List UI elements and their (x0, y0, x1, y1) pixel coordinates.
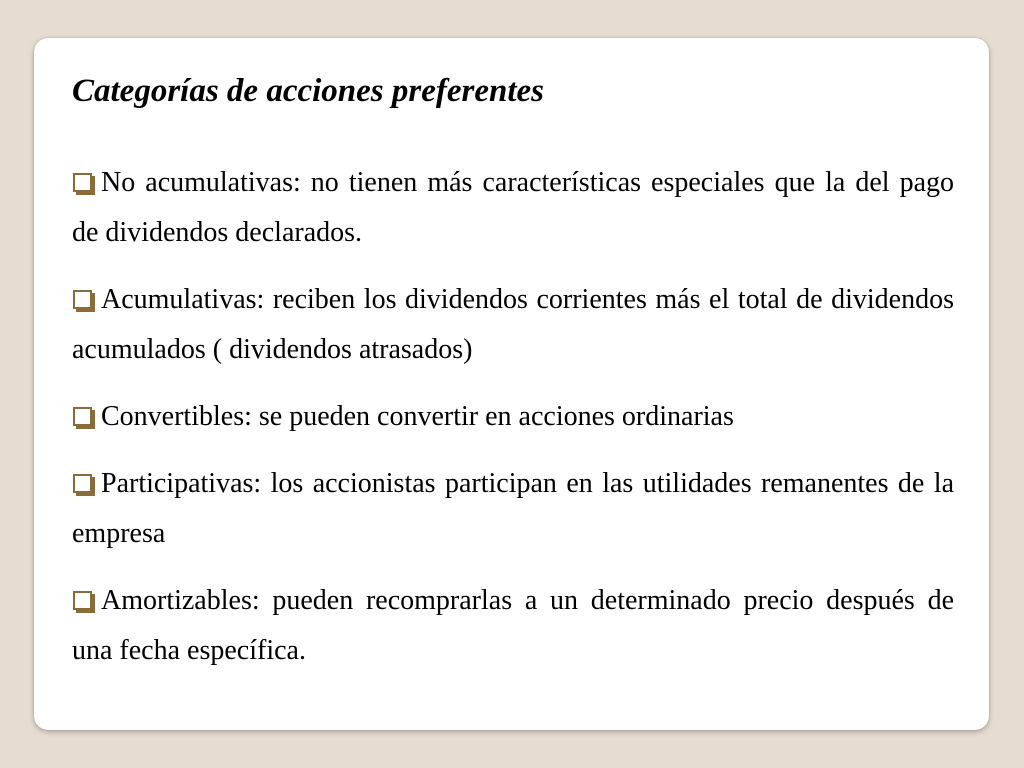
bullet-text: No acumulativas: no tienen más características especiales que la del pago de dividendos declarados. (72, 167, 954, 248)
bullet-text: Amortizables: pueden recomprarlas a un determinado precio después de una fecha específica. (72, 585, 954, 666)
bullet-item-amortizables (72, 576, 954, 676)
bullet-item-acumulativas (72, 275, 954, 375)
bullet-text: Acumulativas: reciben los dividendos corrientes más el total de dividendos acumulados ( dividendos atrasados) (72, 284, 954, 365)
bullet-item-participativas (72, 459, 954, 559)
checkbox-square-icon (73, 591, 92, 610)
checkbox-square-icon (73, 407, 92, 426)
bullet-text: Convertibles: se pueden convertir en acciones ordinarias (101, 401, 734, 432)
checkbox-square-icon (73, 173, 92, 192)
bullet-item-convertibles (72, 392, 954, 442)
slide-title: Categorías de acciones preferentes (72, 73, 545, 109)
bullet-text: Participativas: los accionistas participan en las utilidades remanentes de la empresa (72, 468, 954, 549)
checkbox-square-icon (73, 474, 92, 493)
bullet-item-no-acumulativas (72, 158, 954, 258)
checkbox-square-icon (73, 290, 92, 309)
bullet-list (72, 158, 954, 693)
